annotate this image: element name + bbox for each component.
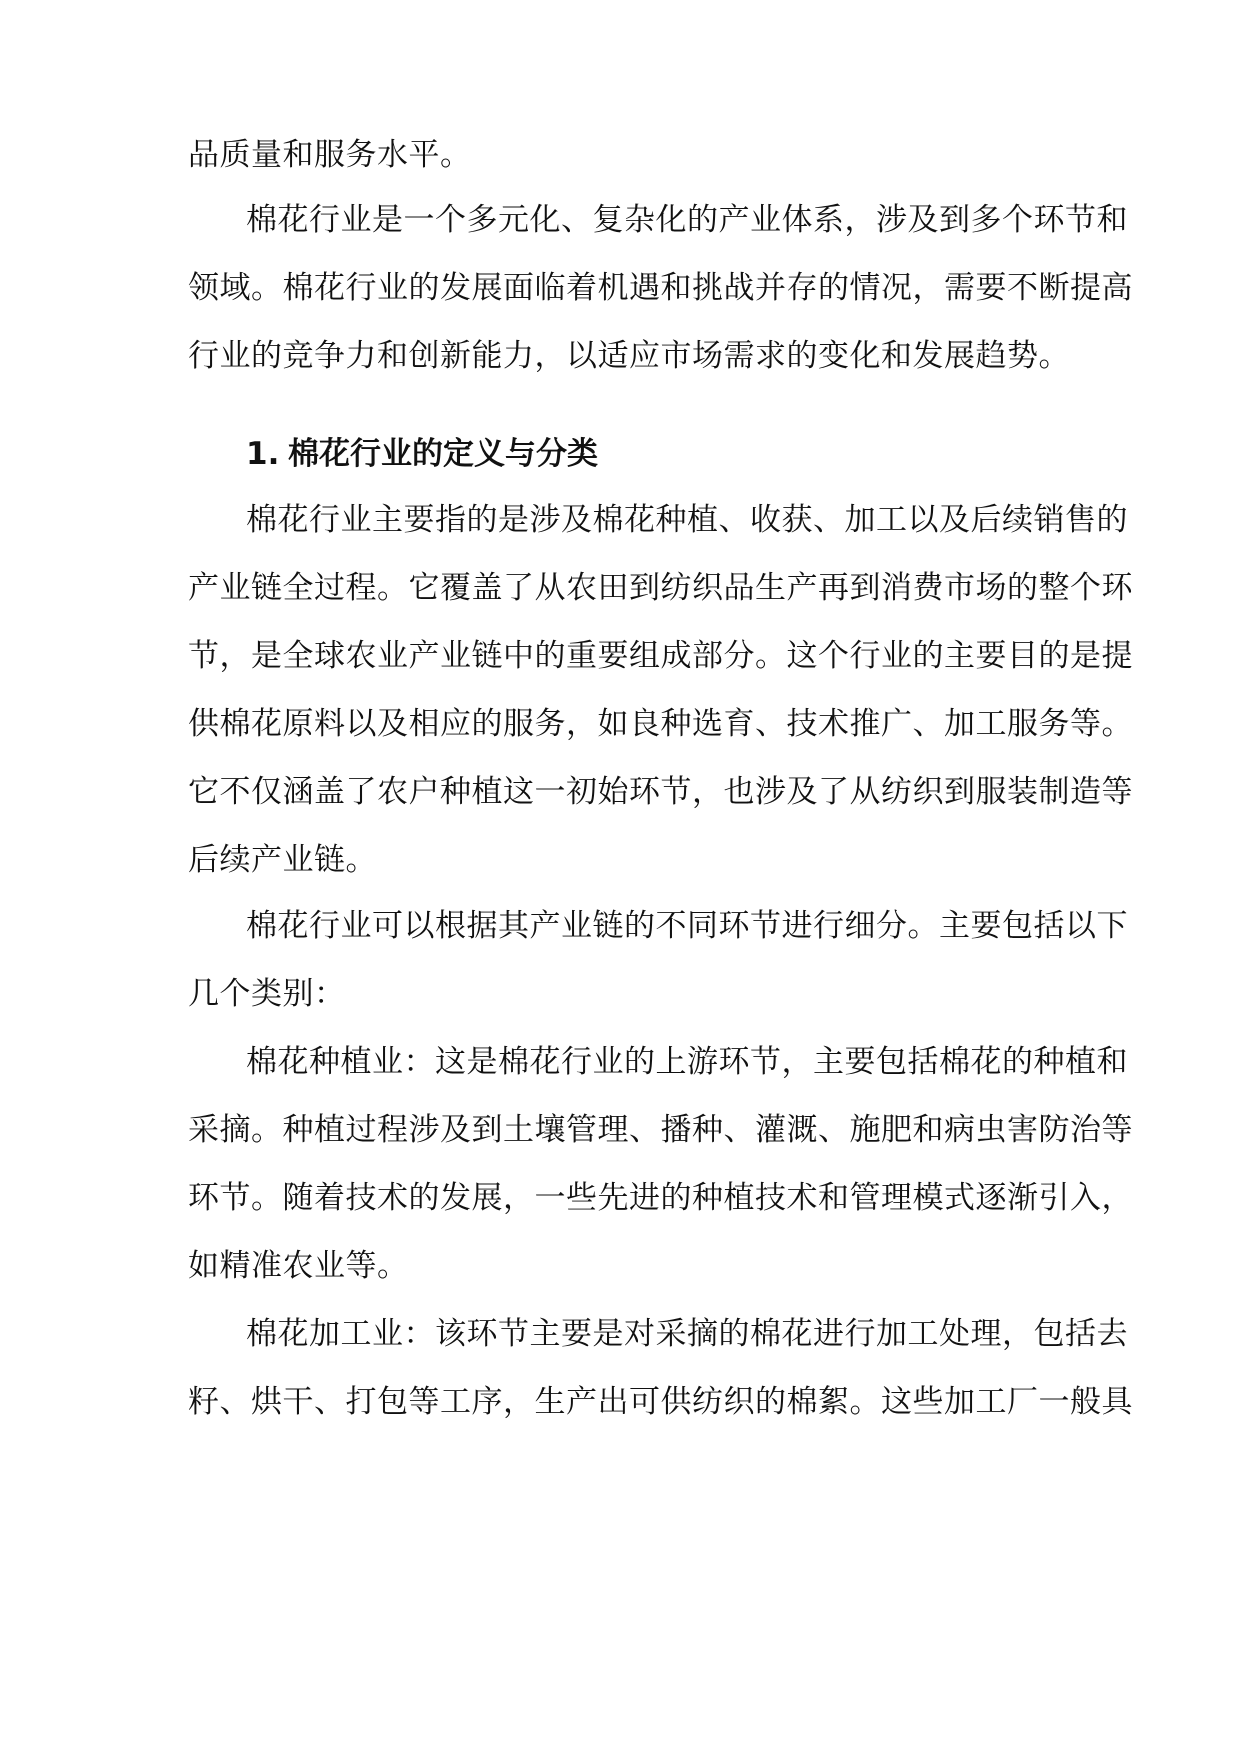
paragraph-line: 棉花行业可以根据其产业链的不同环节进行细分。主要包括以下 [246,908,1128,944]
paragraph-line: 节，是全球农业产业链中的重要组成部分。这个行业的主要目的是提 [188,638,1133,674]
paragraph-line: 籽、烘干、打包等工序，生产出可供纺织的棉絮。这些加工厂一般具 [188,1384,1133,1420]
paragraph-line: 它不仅涵盖了农户种植这一初始环节，也涉及了从纺织到服装制造等 [188,774,1133,810]
paragraph-line: 棉花加工业：该环节主要是对采摘的棉花进行加工处理，包括去 [246,1316,1128,1352]
section-title: 棉花行业的定义与分类 [288,436,598,472]
paragraph-line: 后续产业链。 [188,842,377,878]
section-heading [246,434,598,474]
paragraph-line: 环节。随着技术的发展，一些先进的种植技术和管理模式逐渐引入， [188,1180,1133,1216]
paragraph-line: 棉花行业主要指的是涉及棉花种植、收获、加工以及后续销售的 [246,502,1128,538]
paragraph-line: 棉花种植业：这是棉花行业的上游环节，主要包括棉花的种植和 [246,1044,1128,1080]
section-number: 1. [246,436,280,472]
paragraph-line: 领域。棉花行业的发展面临着机遇和挑战并存的情况，需要不断提高 [188,270,1133,306]
paragraph-line: 供棉花原料以及相应的服务，如良种选育、技术推广、加工服务等。 [188,706,1133,742]
paragraph-line: 行业的竞争力和创新能力，以适应市场需求的变化和发展趋势。 [188,338,1070,374]
paragraph-line: 产业链全过程。它覆盖了从农田到纺织品生产再到消费市场的整个环 [188,570,1133,606]
paragraph-line: 采摘。种植过程涉及到土壤管理、播种、灌溉、施肥和病虫害防治等 [188,1112,1133,1148]
paragraph-line: 几个类别： [188,976,346,1012]
paragraph-line: 棉花行业是一个多元化、复杂化的产业体系，涉及到多个环节和 [246,202,1128,238]
paragraph-line: 如精准农业等。 [188,1248,409,1284]
paragraph-line: 品质量和服务水平。 [188,137,472,173]
